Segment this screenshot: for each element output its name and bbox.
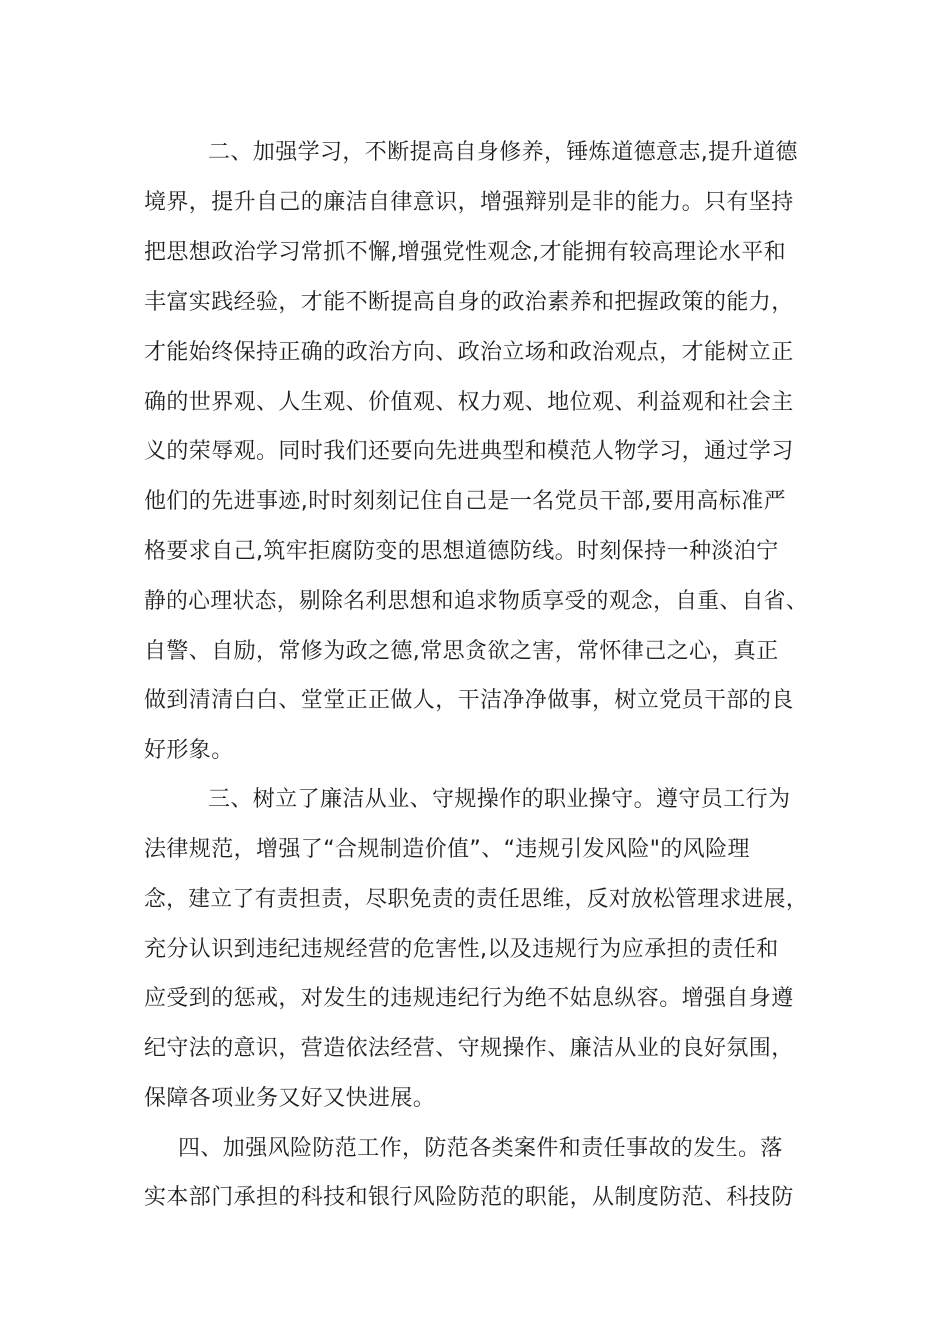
paragraph-2-line-2: 法律规范，增强了“合规制造价值”、“违规引发风险"的风险理: [144, 837, 750, 862]
paragraph-1-line-9: 格要求自己,筑牢拒腐防变的思想道德防线。时刻保持一种淡泊宁: [144, 539, 779, 564]
paragraph-1-line-5: 才能始终保持正确的政治方向、政治立场和政治观点，才能树立正: [144, 340, 794, 365]
paragraph-1-line-11: 自警、自励，常修为政之德,常思贪欲之害，常怀律己之心，真正: [144, 639, 779, 664]
paragraph-1-line-8: 他们的先进事迹,时时刻刻记住自己是一名党员干部,要用高标准严: [144, 489, 786, 514]
paragraph-1-line-1: 二、加强学习，不断提高自身修养，锤炼道德意志,提升道德: [208, 140, 798, 165]
paragraph-2-line-6: 纪守法的意识，营造依法经营、守规操作、廉洁从业的良好氛围，: [144, 1036, 794, 1061]
paragraph-1-line-4: 丰富实践经验，才能不断提高自身的政治素养和把握政策的能力，: [144, 290, 794, 315]
paragraph-1-line-3: 把思想政治学习常抓不懈,增强党性观念,才能拥有较高理论水平和: [144, 240, 786, 265]
paragraph-1-line-13: 好形象。: [144, 738, 234, 763]
paragraph-2-line-1: 三、树立了廉洁从业、守规操作的职业操守。遵守员工行为: [208, 787, 791, 812]
paragraph-1-line-10: 静的心理状态，剔除名利思想和追求物质享受的观念，自重、自省、: [144, 589, 809, 614]
paragraph-2-line-4: 充分认识到违纪违规经营的危害性,以及违规行为应承担的责任和: [144, 937, 779, 962]
paragraph-3-line-2: 实本部门承担的科技和银行风险防范的职能，从制度防范、科技防: [144, 1185, 794, 1210]
paragraph-1-line-2: 境界，提升自己的廉洁自律意识，增强辩别是非的能力。只有坚持: [144, 190, 794, 215]
paragraph-1-line-6: 确的世界观、人生观、价值观、权力观、地位观、利益观和社会主: [144, 390, 794, 415]
paragraph-2-line-3: 念，建立了有责担责，尽职免责的责任思维，反对放松管理求进展，: [144, 887, 809, 912]
paragraph-2-line-7: 保障各项业务又好又快进展。: [144, 1086, 436, 1111]
paragraph-1-line-12: 做到清清白白、堂堂正正做人，干洁净净做事，树立党员干部的良: [144, 688, 794, 713]
paragraph-3-line-1: 四、加强风险防范工作，防范各类案件和责任事故的发生。落: [178, 1136, 783, 1161]
paragraph-1-line-7: 义的荣辱观。同时我们还要向先进典型和模范人物学习，通过学习: [144, 439, 794, 464]
paragraph-2-line-5: 应受到的惩戒，对发生的违规违纪行为绝不姑息纵容。增强自身遵: [144, 986, 794, 1011]
